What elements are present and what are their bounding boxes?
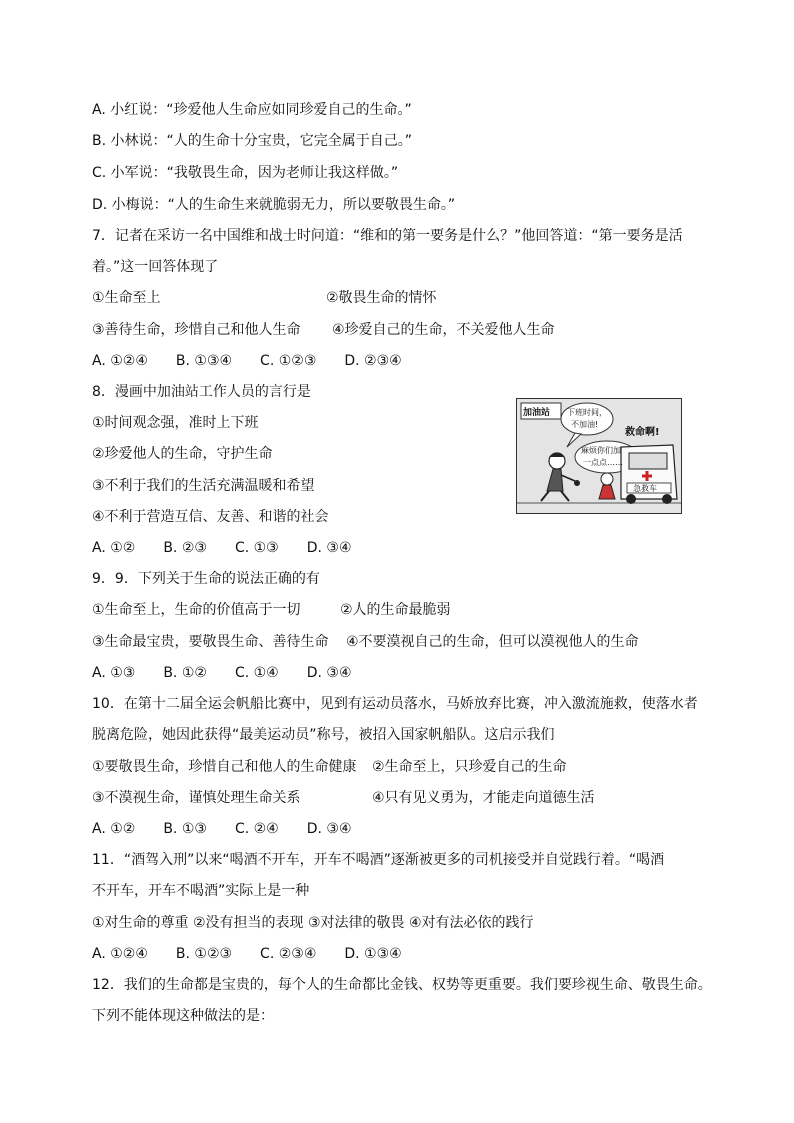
worker-speech-1: 下班时间， (567, 408, 607, 417)
q10-choices: A. ①② B. ①③ C. ②④ D. ③④ (92, 821, 352, 837)
question-7-stem: 7．记者在采访一名中国维和战士时问道：“维和的第一要务是什么？”他回答道：“第一要务是活 (92, 228, 683, 244)
q9-statement-3: ③生命最宝贵，要敬畏生命、善待生命 (92, 634, 329, 650)
q7-statement-3: ③善待生命，珍惜自己和他人生命 (92, 322, 301, 338)
q11-statements: ①对生命的尊重 ②没有担当的表现 ③对法律的敬畏 ④对有法必依的践行 (92, 915, 534, 931)
worker-speech-2: 不加油! (571, 420, 599, 429)
option-D: D. 小梅说：“人的生命生来就脆弱无力，所以要敬畏生命。” (92, 197, 456, 213)
question-12-stem: 12．我们的生命都是宝贵的，每个人的生命都比金钱、权势等更重要。我们要珍视生命、敬畏生命。 (92, 977, 712, 993)
q10-statement-3: ③不漠视生命，谨慎处理生命关系 (92, 790, 301, 806)
ambulance-label: 急救车 (633, 484, 657, 493)
q8-statement-2: ②珍爱他人的生命，守护生命 (92, 446, 273, 462)
question-12-stem-cont: 下列不能体现这种做法的是： (92, 1008, 274, 1024)
q7-choices: A. ①②④ B. ①③④ C. ①②③ D. ②③④ (92, 353, 402, 369)
driver-speech-2: 一点点…… (583, 458, 623, 467)
question-9-stem: 9．9．下列关于生命的说法正确的有 (92, 571, 320, 587)
q11-choices: A. ①②④ B. ①②③ C. ②③④ D. ①③④ (92, 946, 402, 962)
question-10-stem: 10．在第十二届全运会帆船比赛中，见到有运动员落水，马娇放弃比赛，冲入激流施救，使落水者 (92, 696, 698, 712)
q10-statement-1: ①要敬畏生命，珍惜自己和他人的生命健康 (92, 759, 357, 775)
option-C: C. 小军说：“我敬畏生命，因为老师让我这样做。” (92, 165, 399, 181)
q8-statement-3: ③不利于我们的生活充满温暖和希望 (92, 478, 315, 494)
gas-station-sign: 加油站 (523, 408, 551, 418)
driver-speech-1: 麻烦你们加 (581, 446, 621, 455)
q7-statement-4: ④珍爱自己的生命，不关爱他人生命 (332, 322, 555, 338)
question-8-stem: 8．漫画中加油站工作人员的言行是 (92, 384, 311, 400)
help-shout: 救命啊! (625, 427, 660, 438)
question-10-stem-cont: 脱离危险，她因此获得“最美运动员”称号，被招入国家帆船队。这启示我们 (92, 727, 555, 743)
q9-statement-2: ②人的生命最脆弱 (340, 602, 451, 618)
gas-station-cartoon (516, 398, 682, 514)
q8-statement-1: ①时间观念强，准时上下班 (92, 415, 259, 431)
question-11-stem: 11．“酒驾入刑”以来“喝酒不开车，开车不喝酒”逐渐被更多的司机接受并自觉践行着。“喝酒 (92, 852, 665, 868)
option-7-A-prev: A. 小红说：“珍爱他人生命应如同珍爱自己的生命。” (92, 102, 412, 118)
q7-statement-2: ②敬畏生命的情怀 (326, 290, 437, 306)
q9-choices: A. ①③ B. ①② C. ①④ D. ③④ (92, 665, 352, 681)
question-11-stem-cont: 不开车，开车不喝酒”实际上是一种 (92, 883, 310, 899)
question-7-stem-cont: 着。”这一回答体现了 (92, 259, 219, 275)
option-B: B. 小林说：“人的生命十分宝贵，它完全属于自己。” (92, 133, 413, 149)
q7-statement-1: ①生命至上 (92, 290, 161, 306)
q10-statement-2: ②生命至上，只珍爱自己的生命 (372, 759, 567, 775)
q9-statement-4: ④不要漠视自己的生命，但可以漠视他人的生命 (346, 634, 639, 650)
q8-choices: A. ①② B. ②③ C. ①③ D. ③④ (92, 540, 352, 556)
q9-statement-1: ①生命至上，生命的价值高于一切 (92, 602, 301, 618)
q8-statement-4: ④不利于营造互信、友善、和谐的社会 (92, 509, 329, 525)
q10-statement-4: ④只有见义勇为，才能走向道德生活 (372, 790, 595, 806)
